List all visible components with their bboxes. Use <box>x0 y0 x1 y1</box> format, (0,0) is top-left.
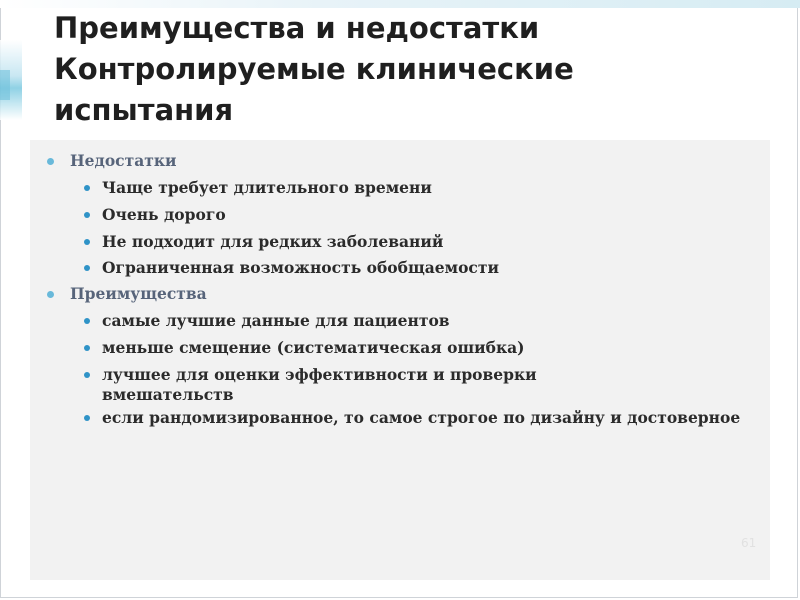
list-item: Чаще требует длительного времени <box>102 178 432 197</box>
bullet-dot-icon <box>84 185 90 191</box>
bullet-dot-icon <box>84 372 90 378</box>
section-heading-advantages: Преимущества <box>70 284 207 303</box>
bullet-dot-icon <box>84 415 90 421</box>
title-line-2: Контролируемые клинические <box>54 52 574 86</box>
list-item: если рандомизированное, то самое строгое по дизайну и достоверное <box>102 408 741 427</box>
left-accent-stripe <box>0 70 10 100</box>
bullet-dot-icon <box>47 158 54 165</box>
list-item: Ограниченная возможность обобщаемости <box>102 258 499 277</box>
slide-title <box>54 8 754 131</box>
title-line-1: Преимущества и недостатки <box>54 11 540 45</box>
list-item: меньше смещение (систематическая ошибка) <box>102 338 525 357</box>
title-line-3: испытания <box>54 93 234 127</box>
section-heading-disadvantages: Недостатки <box>70 151 177 170</box>
bullet-dot-icon <box>84 345 90 351</box>
list-item: лучшее для оценки эффективности и проверки вмешательств <box>102 365 537 404</box>
list-item: Не подходит для редких заболеваний <box>102 232 444 251</box>
bullet-dot-icon <box>84 265 90 271</box>
bullet-dot-icon <box>84 318 90 324</box>
bullet-dot-icon <box>84 239 90 245</box>
list-item: самые лучшие данные для пациентов <box>102 311 450 330</box>
list-item: Очень дорого <box>102 205 226 224</box>
page-number: 61 <box>741 536 757 550</box>
bullet-dot-icon <box>47 291 54 298</box>
top-decoration <box>0 0 800 8</box>
bullet-dot-icon <box>84 212 90 218</box>
